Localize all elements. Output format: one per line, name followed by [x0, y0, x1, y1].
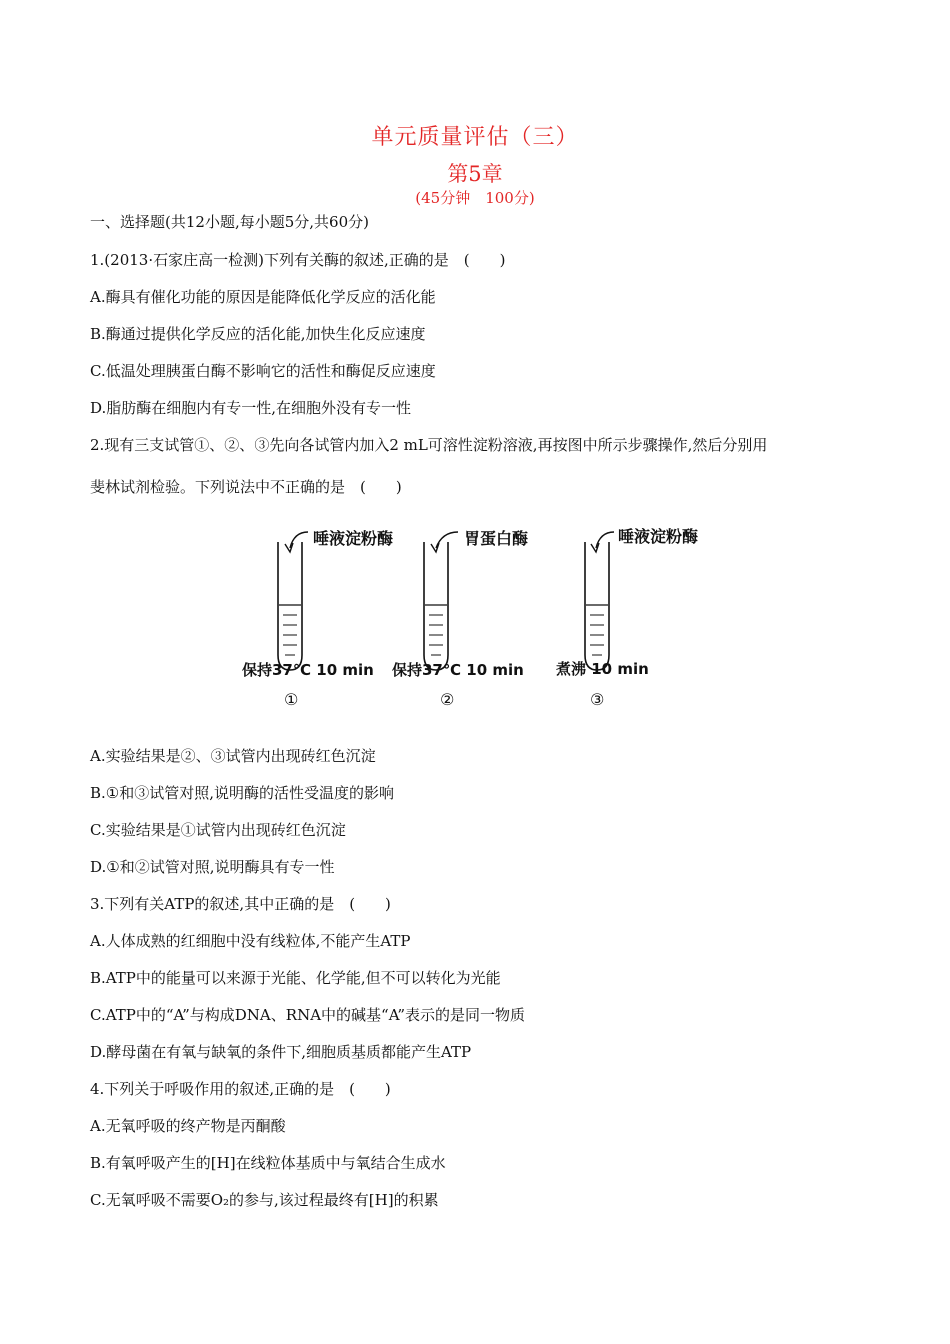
question-2: 2.现有三支试管①、②、③先向各试管内加入2 mL可溶性淀粉溶液,再按图中所示步骤操作,然后分别用	[90, 436, 768, 454]
time-score-note: (45分钟 100分)	[415, 189, 535, 207]
q1-option-d: D.脂肪酶在细胞内有专一性,在细胞外没有专一性	[90, 399, 412, 417]
tube-3-condition-label: 煮沸 10 min	[556, 660, 649, 678]
q3-option-a: A.人体成熟的红细胞中没有线粒体,不能产生ATP	[90, 932, 411, 950]
chapter-heading: 第5章	[447, 162, 503, 186]
test-tube-figure	[230, 520, 700, 720]
tube-2-enzyme-label: 胃蛋白酶	[464, 529, 529, 548]
q3-option-c: C.ATP中的“A”与构成DNA、RNA中的碱基“A”表示的是同一物质	[90, 1006, 525, 1024]
q4-option-a: A.无氧呼吸的终产物是丙酮酸	[90, 1117, 286, 1135]
q1-option-c: C.低温处理胰蛋白酶不影响它的活性和酶促反应速度	[90, 362, 436, 380]
tube-2-condition-label: 保持37℃ 10 min	[392, 661, 524, 679]
tube-3-number: ③	[590, 690, 605, 709]
q2-option-d: D.①和②试管对照,说明酶具有专一性	[90, 858, 335, 876]
section-heading: 一、选择题(共12小题,每小题5分,共60分)	[90, 213, 369, 231]
document-title: 单元质量评估（三）	[371, 125, 579, 150]
tube-1-number: ①	[284, 690, 299, 709]
test-tube-2	[392, 529, 528, 709]
q4-option-b: B.有氧呼吸产生的[H]在线粒体基质中与氧结合生成水	[90, 1154, 446, 1172]
q2-option-a: A.实验结果是②、③试管内出现砖红色沉淀	[90, 747, 376, 765]
q1-option-b: B.酶通过提供化学反应的活化能,加快生化反应速度	[90, 325, 426, 343]
q1-option-a: A.酶具有催化功能的原因是能降低化学反应的活化能	[90, 288, 436, 306]
q2-option-b: B.①和③试管对照,说明酶的活性受温度的影响	[90, 784, 395, 802]
q2-option-c: C.实验结果是①试管内出现砖红色沉淀	[90, 821, 346, 839]
tube-1-enzyme-label: 唾液淀粉酶	[313, 529, 394, 548]
tube-3-enzyme-label: 唾液淀粉酶	[618, 527, 699, 546]
test-tube-3	[556, 527, 698, 709]
tube-1-condition-label: 保持37℃ 10 min	[242, 661, 374, 679]
q3-option-d: D.酵母菌在有氧与缺氧的条件下,细胞质基质都能产生ATP	[90, 1043, 472, 1061]
question-1: 1.(2013·石家庄高一检测)下列有关酶的叙述,正确的是 ( )	[90, 251, 506, 269]
tube-2-number: ②	[440, 690, 455, 709]
q4-option-c: C.无氧呼吸不需要O₂的参与,该过程最终有[H]的积累	[90, 1191, 439, 1209]
question-4: 4.下列关于呼吸作用的叙述,正确的是 ( )	[90, 1080, 391, 1098]
question-2-cont: 斐林试剂检验。下列说法中不正确的是 ( )	[90, 478, 402, 496]
question-3: 3.下列有关ATP的叙述,其中正确的是 ( )	[90, 895, 391, 913]
test-tube-1	[242, 529, 393, 709]
q3-option-b: B.ATP中的能量可以来源于光能、化学能,但不可以转化为光能	[90, 969, 501, 987]
